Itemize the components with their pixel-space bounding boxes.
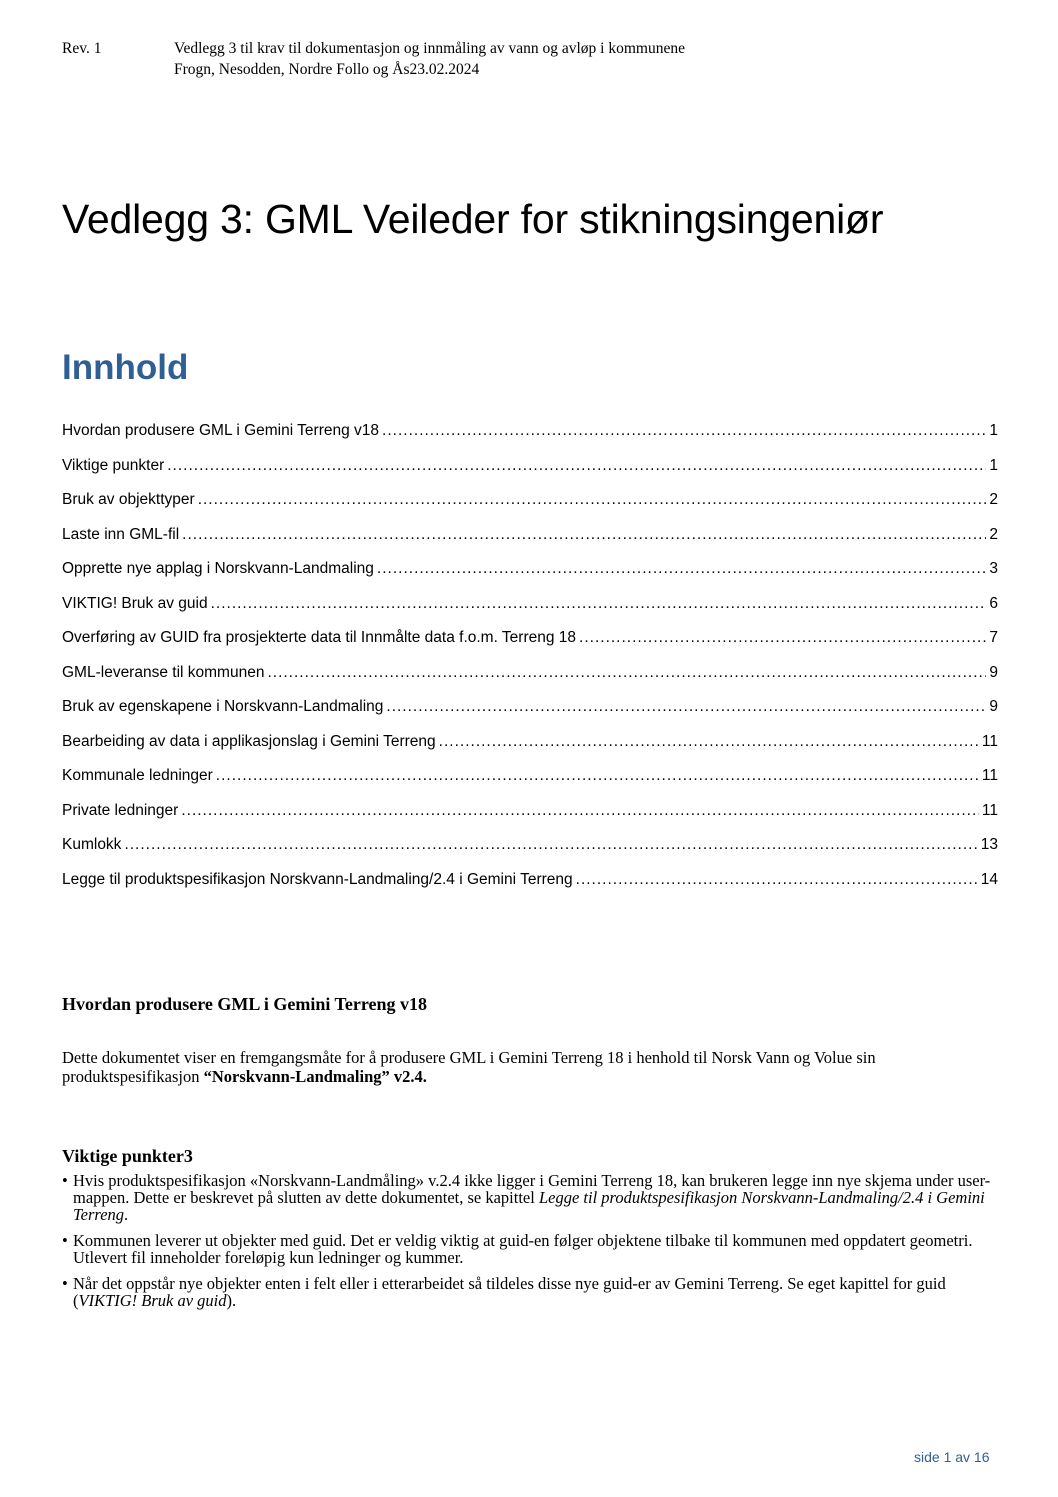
toc-leader-dots xyxy=(576,871,978,889)
toc-entry[interactable] xyxy=(62,836,998,871)
toc-leader-dots xyxy=(377,560,986,578)
table-of-contents xyxy=(62,422,998,905)
toc-entry-page[interactable]: 11 xyxy=(981,732,998,750)
page-number: side 1 av 16 xyxy=(914,1449,990,1465)
list-item xyxy=(62,1232,1007,1266)
chapter-reference-link[interactable]: Legge til produktspesifikasjon Norskvann-Landmaling/2.4 i Gemini Terreng xyxy=(73,1188,985,1224)
toc-leader-dots xyxy=(167,457,986,475)
toc-entry-page[interactable]: 3 xyxy=(989,560,998,577)
intro-spec-name: “Norskvann-Landmaling” v2.4. xyxy=(203,1067,427,1086)
toc-entry-page[interactable]: 11 xyxy=(981,767,998,784)
toc-entry-page[interactable]: 1 xyxy=(989,456,998,474)
toc-heading: Innhold xyxy=(62,348,189,387)
bullet-text-end: . xyxy=(124,1205,129,1224)
toc-entry-page[interactable]: 1 xyxy=(989,422,998,439)
toc-entry[interactable] xyxy=(62,802,998,837)
bullet-text-end: ). xyxy=(226,1291,237,1310)
header-text xyxy=(174,38,685,80)
toc-leader-dots xyxy=(267,664,986,682)
toc-leader-dots xyxy=(382,422,986,440)
intro-paragraph xyxy=(62,1048,1007,1086)
toc-entry-page[interactable]: 7 xyxy=(989,629,998,646)
toc-entry-page[interactable]: 9 xyxy=(989,663,998,681)
bullet-text: Hvis produktspesifikasjon «Norskvann-Landmåling» v.2.4 ikke ligger i Gemini Terreng 18, kan brukeren legge inn nye skjema under user-mappen. Dette er beskrevet på slutten av dette dokumentet, se kapittel xyxy=(73,1171,991,1207)
list-item xyxy=(62,1275,1007,1309)
toc-leader-dots xyxy=(124,836,977,854)
toc-entry-page[interactable]: 13 xyxy=(980,836,998,853)
toc-entry-title[interactable]: Private ledninger xyxy=(62,801,179,819)
toc-entry[interactable] xyxy=(62,629,998,664)
section-heading-gml: Hvordan produsere GML i Gemini Terreng v18 xyxy=(62,994,428,1014)
toc-entry-title[interactable]: Bruk av objekttyper xyxy=(62,491,195,508)
toc-entry-page[interactable]: 6 xyxy=(989,594,998,612)
toc-entry-title[interactable]: Viktige punkter xyxy=(62,456,165,474)
document-title: Vedlegg 3: GML Veileder for stikningsingeniør xyxy=(62,196,884,242)
toc-leader-dots xyxy=(198,491,987,509)
toc-leader-dots xyxy=(182,526,986,544)
toc-entry-title[interactable]: Legge til produktspesifikasjon Norskvann-Landmaling/2.4 i Gemini Terreng xyxy=(62,870,573,888)
toc-entry[interactable] xyxy=(62,491,998,526)
toc-leader-dots xyxy=(386,698,986,716)
section-heading-important: Viktige punkter3 xyxy=(62,1146,193,1166)
toc-leader-dots xyxy=(211,595,987,613)
toc-entry-title[interactable]: Laste inn GML-fil xyxy=(62,525,180,543)
list-item xyxy=(62,1172,1007,1223)
bullet-text: Når det oppstår nye objekter enten i felt eller i etterarbeidet så tildeles disse nye guid-er av Gemini Terreng. Se eget kapittel for guid ( xyxy=(73,1274,946,1310)
important-points-list xyxy=(62,1172,1007,1318)
intro-text: Dette dokumentet viser en fremgangsmåte for å produsere GML i Gemini Terreng 18 i henhold til Norsk Vann og Volue sin produktspesifikasjon xyxy=(62,1048,876,1086)
toc-entry[interactable] xyxy=(62,595,998,630)
toc-entry-page[interactable]: 9 xyxy=(989,698,998,715)
toc-entry[interactable] xyxy=(62,698,998,733)
toc-leader-dots xyxy=(439,733,979,751)
toc-entry[interactable] xyxy=(62,422,998,457)
toc-entry[interactable] xyxy=(62,526,998,561)
toc-leader-dots xyxy=(579,629,986,647)
revision-label: Rev. 1 xyxy=(62,40,102,57)
toc-entry[interactable] xyxy=(62,767,998,802)
toc-entry-title[interactable]: Bearbeiding av data i applikasjonslag i Gemini Terreng xyxy=(62,732,436,750)
toc-entry-title[interactable]: VIKTIG! Bruk av guid xyxy=(62,594,208,612)
toc-entry-title[interactable]: Overføring av GUID fra prosjekterte data til Innmålte data f.o.m. Terreng 18 xyxy=(62,629,577,646)
chapter-reference-link[interactable]: VIKTIG! Bruk av guid xyxy=(78,1291,227,1310)
toc-entry-title[interactable]: Bruk av egenskapene i Norskvann-Landmaling xyxy=(62,698,384,715)
toc-entry-title[interactable]: Kumlokk xyxy=(62,836,122,853)
toc-entry[interactable] xyxy=(62,664,998,699)
toc-entry-page[interactable]: 11 xyxy=(981,801,998,819)
toc-entry[interactable] xyxy=(62,871,998,906)
toc-leader-dots xyxy=(216,767,979,785)
toc-entry-title[interactable]: GML-leveranse til kommunen xyxy=(62,663,265,681)
toc-entry-title[interactable]: Opprette nye applag i Norskvann-Landmaling xyxy=(62,560,374,577)
toc-entry-page[interactable]: 14 xyxy=(980,870,998,888)
bullet-text: Kommunen leverer ut objekter med guid. Det er veldig viktig at guid-en følger objektene tilbake til kommunen med oppdatert geometri. Utlevert fil inneholder foreløpig kun ledninger og kummer. xyxy=(73,1231,973,1267)
toc-entry-title[interactable]: Kommunale ledninger xyxy=(62,767,213,784)
toc-entry-page[interactable]: 2 xyxy=(989,525,998,543)
toc-entry-title[interactable]: Hvordan produsere GML i Gemini Terreng v18 xyxy=(62,422,380,439)
header-line-1: Vedlegg 3 til krav til dokumentasjon og innmåling av vann og avløp i kommunene xyxy=(174,40,685,57)
toc-entry[interactable] xyxy=(62,733,998,768)
toc-entry[interactable] xyxy=(62,457,998,492)
toc-leader-dots xyxy=(181,802,979,820)
header-line-2: Frogn, Nesodden, Nordre Follo og Ås23.02.2024 xyxy=(174,61,480,78)
toc-entry-page[interactable]: 2 xyxy=(989,491,998,508)
toc-entry[interactable] xyxy=(62,560,998,595)
